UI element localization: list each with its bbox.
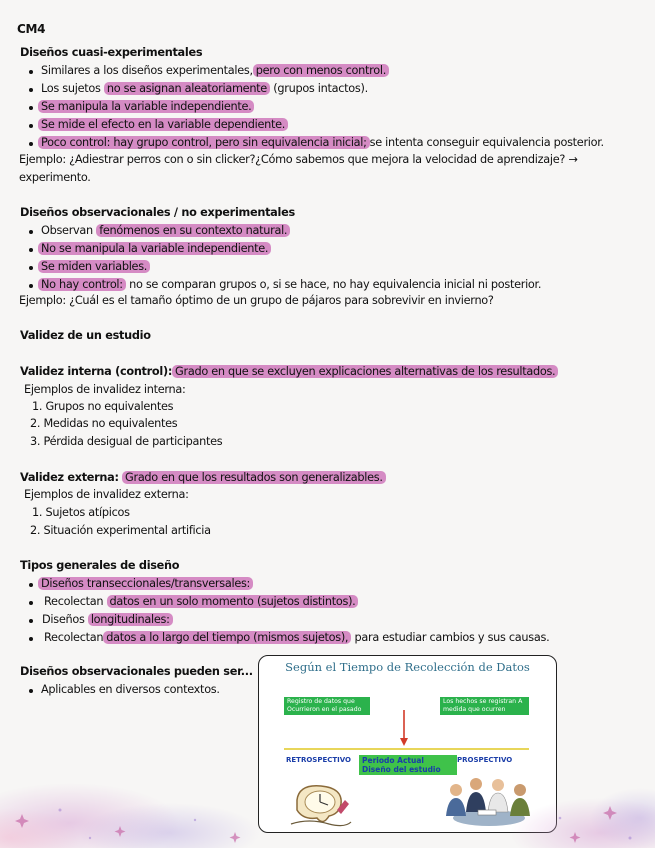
bullet-dot — [29, 601, 33, 605]
example-text: Ejemplo: ¿Cuál es el tamaño óptimo de un grupo de pájaros para sobrevivir en invierno? — [19, 294, 494, 307]
bullet-dot — [29, 70, 33, 74]
highlight: No se manipula la variable independiente. — [38, 242, 271, 255]
examples-title: Ejemplos de invalidez externa: — [24, 488, 189, 501]
list-item: Diseños longitudinales: — [42, 612, 173, 628]
future-data-box: Los hechos se registran A medida que ocurren — [440, 697, 529, 715]
highlight: Se manipula la variable independiente. — [38, 100, 254, 113]
bullet-dot — [29, 124, 33, 128]
melting-clock-icon — [289, 780, 353, 828]
bullet-dot — [29, 230, 33, 234]
section-heading-cuasi: Diseños cuasi-experimentales — [20, 46, 203, 59]
bullet-dot — [29, 619, 33, 623]
timeline-line — [284, 746, 529, 752]
document-code: CM4 — [17, 22, 46, 36]
list-item — [38, 259, 150, 275]
section-heading-pueden: Diseños observacionales pueden ser... — [20, 665, 253, 678]
numbered-item: 1. Sujetos atípicos — [32, 506, 130, 519]
highlight: no se asignan aleatoriamente — [104, 82, 270, 95]
bullet-dot — [29, 248, 33, 252]
highlight: Grado en que los resultados son generalizables. — [122, 471, 386, 484]
highlight: datos en un solo momento (sujetos distintos). — [107, 595, 359, 608]
list-item — [38, 117, 288, 133]
bullet-dot — [29, 689, 33, 693]
highlight: longitudinales: — [88, 613, 173, 626]
bullet-dot — [29, 142, 33, 146]
highlight: Se mide el efecto en la variable dependiente. — [38, 118, 288, 131]
team-meeting-icon — [434, 774, 544, 830]
validez-externa: Validez externa: Grado en que los resultados son generalizables. — [20, 470, 386, 486]
numbered-item: 3. Pérdida desigual de participantes — [30, 435, 223, 448]
bullet-dot — [29, 106, 33, 110]
bullet-dot — [29, 637, 33, 641]
validez-interna: Validez interna (control): Grado en que se excluyen explicaciones alternativas de los resultados. — [20, 364, 558, 380]
section-heading-validez: Validez de un estudio — [20, 329, 151, 342]
arrow-down-icon — [395, 708, 415, 748]
list-item: Recolectan datos en un solo momento (sujetos distintos). — [44, 594, 358, 610]
highlight: No hay control: — [38, 278, 126, 291]
highlight: datos a lo largo del tiempo (mismos sujetos), — [103, 631, 351, 644]
list-item: Recolectan datos a lo largo del tiempo (mismos sujetos), para estudiar cambios y sus causas. — [44, 631, 550, 644]
list-item: Los sujetos no se asignan aleatoriamente (grupos intactos). — [41, 82, 368, 95]
numbered-item: 2. Situación experimental artificia — [30, 524, 211, 537]
example-text: Ejemplo: ¿Adiestrar perros con o sin clicker?¿Cómo sabemos que mejora la velocidad de aprendizaje? → — [19, 153, 578, 166]
prospective-label: PROSPECTIVO — [457, 756, 513, 764]
highlight: fenómenos en su contexto natural. — [96, 224, 290, 237]
design-time-figure — [258, 655, 557, 833]
bullet-dot — [29, 583, 33, 587]
highlight: Poco control: hay grupo control, pero sin equivalencia inicial; — [38, 136, 370, 149]
figure-title: Según el Tiempo de Recolección de Datos — [285, 660, 530, 674]
list-item: Aplicables en diversos contextos. — [41, 683, 220, 696]
highlight: Se miden variables. — [38, 260, 150, 273]
past-data-box: Registro de datos que Ocurrieron en el pasado — [284, 697, 370, 715]
numbered-item: 2. Medidas no equivalentes — [30, 417, 178, 430]
section-heading-tipos: Tipos generales de diseño — [20, 559, 180, 572]
section-heading-observacionales: Diseños observacionales / no experimentales — [20, 206, 295, 219]
list-item: No hay control: no se comparan grupos o, si se hace, no hay equivalencia inicial ni posterior. — [38, 277, 541, 293]
list-item — [38, 576, 253, 592]
bullet-dot — [29, 88, 33, 92]
list-item — [38, 241, 271, 257]
list-item: Similares a los diseños experimentales, pero con menos control. — [41, 63, 389, 79]
highlight: pero con menos control. — [253, 64, 389, 77]
numbered-item: 1. Grupos no equivalentes — [32, 400, 174, 413]
highlight: Diseños transeccionales/transversales: — [38, 577, 253, 590]
example-text-cont: experimento. — [19, 171, 91, 184]
bullet-dot — [29, 266, 33, 270]
highlight: Grado en que se excluyen explicaciones alternativas de los resultados. — [172, 365, 558, 378]
list-item — [38, 99, 254, 115]
retrospective-label: RETROSPECTIVO — [286, 756, 352, 764]
list-item: Poco control: hay grupo control, pero sin equivalencia inicial; se intenta conseguir equivalencia posterior. — [38, 135, 604, 151]
bullet-dot — [29, 284, 33, 288]
current-period-box: Periodo Actual Diseño del estudio — [359, 755, 457, 775]
examples-title: Ejemplos de invalidez interna: — [24, 383, 186, 396]
list-item: Observan fenómenos en su contexto natural. — [41, 223, 290, 239]
